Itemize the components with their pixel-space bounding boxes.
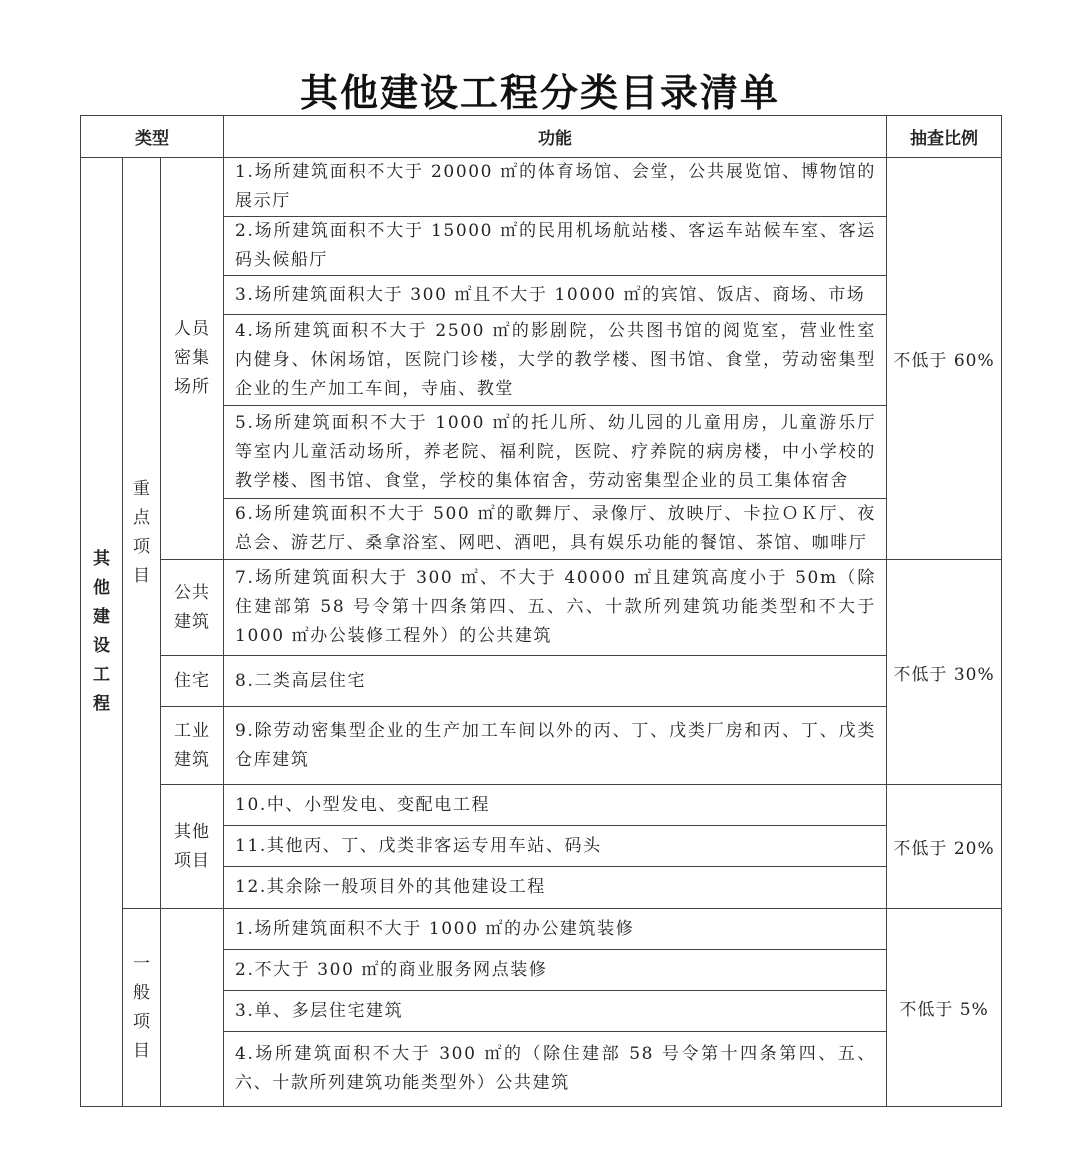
category-cell: 其他建设工程 <box>81 158 123 1107</box>
function-item: 1.场所建筑面积不大于 20000 ㎡的体育场馆、会堂，公共展览馆、博物馆的展示厅 <box>224 158 887 217</box>
header-function: 功能 <box>224 116 887 158</box>
function-item: 2.不大于 300 ㎡的商业服务网点装修 <box>224 950 887 991</box>
table-row <box>81 785 1002 826</box>
function-item: 5.场所建筑面积不大于 1000 ㎡的托儿所、幼儿园的儿童用房，儿童游乐厅等室内儿童活动场所，养老院、福利院，医院、疗养院的病房楼，中小学校的教学楼、图书馆、食堂，学校的集体宿舍，劳动密集型企业的员工集体宿舍 <box>224 406 887 499</box>
group-crowded: 人员密集场所 <box>161 158 224 560</box>
function-item: 4.场所建筑面积不大于 2500 ㎡的影剧院，公共图书馆的阅览室，营业性室内健身、休闲场馆，医院门诊楼，大学的教学楼、图书馆、食堂，劳动密集型企业的生产加工车间，寺庙、教堂 <box>224 315 887 406</box>
function-item: 9.除劳动密集型企业的生产加工车间以外的丙、丁、戊类厂房和丙、丁、戊类仓库建筑 <box>224 707 887 785</box>
ratio-30: 不低于 30% <box>887 560 1002 785</box>
header-row <box>81 116 1002 158</box>
table-row <box>81 560 1002 656</box>
group-other: 其他项目 <box>161 785 224 909</box>
function-item: 1.场所建筑面积不大于 1000 ㎡的办公建筑装修 <box>224 909 887 950</box>
general-group-empty <box>161 909 224 1107</box>
function-item: 6.场所建筑面积不大于 500 ㎡的歌舞厅、录像厅、放映厅、卡拉ＯＫ厅、夜总会、游艺厅、桑拿浴室、网吧、酒吧，具有娱乐功能的餐馆、茶馆、咖啡厅 <box>224 499 887 560</box>
function-item: 12.其余除一般项目外的其他建设工程 <box>224 867 887 909</box>
header-type: 类型 <box>81 116 224 158</box>
group-residential: 住宅 <box>161 656 224 707</box>
ratio-5: 不低于 5% <box>887 909 1002 1107</box>
function-item: 7.场所建筑面积大于 300 ㎡、不大于 40000 ㎡且建筑高度小于 50m（除住建部第 58 号令第十四条第四、五、六、十款所列建筑功能类型和不大于 1000 ㎡办公装修工程外）的公共建筑 <box>224 560 887 656</box>
table-row <box>81 707 1002 785</box>
table-row <box>81 909 1002 950</box>
function-item: 8.二类高层住宅 <box>224 656 887 707</box>
table-row <box>81 158 1002 217</box>
classification-table <box>80 115 1002 1107</box>
function-item: 3.单、多层住宅建筑 <box>224 991 887 1032</box>
function-item: 3.场所建筑面积大于 300 ㎡且不大于 10000 ㎡的宾馆、饭店、商场、市场 <box>224 276 887 315</box>
group-public: 公共建筑 <box>161 560 224 656</box>
header-ratio: 抽查比例 <box>887 116 1002 158</box>
general-project-cell: 一般项目 <box>123 909 161 1107</box>
group-industrial: 工业建筑 <box>161 707 224 785</box>
document-title: 其他建设工程分类目录清单 <box>299 71 780 115</box>
table-row <box>81 656 1002 707</box>
key-project-cell: 重点项目 <box>123 158 161 909</box>
function-item: 2.场所建筑面积不大于 15000 ㎡的民用机场航站楼、客运车站候车室、客运码头候船厅 <box>224 217 887 276</box>
function-item: 4.场所建筑面积不大于 300 ㎡的（除住建部 58 号令第十四条第四、五、六、十款所列建筑功能类型外）公共建筑 <box>224 1032 887 1107</box>
ratio-20: 不低于 20% <box>887 785 1002 909</box>
function-item: 11.其他丙、丁、戊类非客运专用车站、码头 <box>224 826 887 867</box>
ratio-60: 不低于 60% <box>887 158 1002 560</box>
function-item: 10.中、小型发电、变配电工程 <box>224 785 887 826</box>
